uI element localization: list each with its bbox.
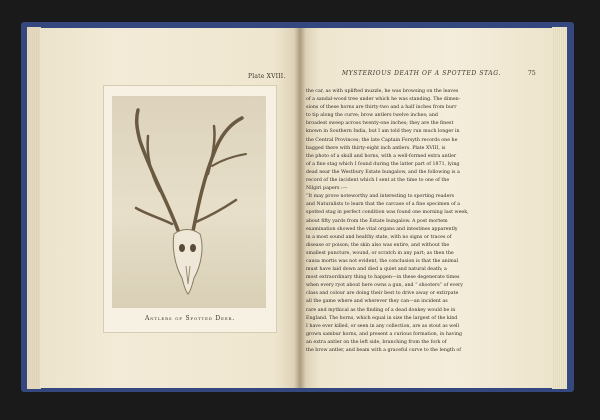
- page-number: 75: [528, 70, 536, 77]
- text-line: record of the incident which I sent at the time to one of the: [306, 178, 450, 184]
- antler-skull-image: [112, 96, 266, 308]
- text-line: and Naturalists to learn that the carcase of a fine specimen of a: [306, 202, 460, 208]
- text-line: spotted stag in perfect condition was found one morning last week,: [306, 210, 469, 216]
- text-line: must have laid down and died a quiet and natural death; a: [306, 267, 447, 273]
- text-line: disease or poison; the skin also was entire, and without the: [306, 242, 450, 248]
- text-line: known in Southern India, but I am told they run much longer in: [306, 129, 460, 135]
- text-line: an extra antler on the left side, branching from the fork of: [306, 339, 447, 345]
- text-line: I have ever killed, or seen in any collection, are as stout as well: [306, 323, 460, 329]
- text-line: “It may prove noteworthy and interesting to sporting readers: [306, 194, 455, 200]
- text-line: rare and mythical as the finding of a dead donkey would be in: [306, 307, 456, 313]
- text-line: in a most sound and healthy state, with no signs or traces of: [306, 234, 452, 240]
- text-line: to tip along the curve; brow antlers twelve inches; and: [306, 113, 438, 119]
- text-line: class and colour are doing their best to drive away or extirpate: [306, 291, 459, 297]
- text-line: the car, as with uplifted muzzle, he was browsing on the leaves: [306, 89, 459, 94]
- text-line: causa mortis was not evident, the conclusion is that the animal: [306, 258, 459, 264]
- text-line: sions of these horns are thirty-two and a half inches from burr: [306, 105, 457, 111]
- running-head: MYSTERIOUS DEATH OF A SPOTTED STAG.: [342, 70, 501, 77]
- text-line: bagged there with thirty-eight inch antlers. Plate XVIII, is: [306, 145, 446, 151]
- text-line: most extraordinary thing to happen—in these degenerate times: [306, 275, 460, 281]
- text-line: of a sandal-wood tree under which he was standing. The dimen-: [306, 97, 461, 103]
- left-page-edges: [27, 27, 41, 389]
- plate-caption: Antlers of Spotted Deer.: [145, 315, 235, 322]
- text-line: England. The horns, which equal in size the largest of the kind: [306, 315, 458, 321]
- text-line: the Central Provinces; the late Captain Forsyth records one he: [306, 137, 458, 143]
- text-line: all the game where and wherever they can—an incident as: [306, 299, 448, 305]
- antler-photograph: [112, 96, 266, 308]
- plate-label: Plate XVIII.: [248, 73, 286, 80]
- text-line: the photo of a skull and horns, with a well-formed extra antler: [306, 153, 457, 159]
- text-line: about fifty yards from the Estate bungalow. A post mortem: [306, 218, 448, 224]
- right-page-edges: [552, 27, 567, 389]
- text-line: examination showed the vital organs and intestines apparently: [306, 226, 458, 232]
- text-line: dead near the Westbury Estate bungalow, and the following is a: [306, 169, 460, 175]
- text-line: broadest sweep across twenty-one inches; they are the finest: [306, 121, 454, 127]
- body-text: [306, 88, 540, 355]
- text-line: Nilgiri papers :—: [306, 186, 348, 192]
- text-line: the brow antler, and beam with a graceful curve to the length of: [306, 348, 462, 353]
- text-line: smallest puncture, wound, or scratch in any part; as then the: [306, 250, 454, 256]
- text-line: grown sambur horns, and present a curious formation, in having: [306, 331, 463, 337]
- photo-mount: [103, 85, 277, 333]
- text-line: when every ryot about here owns a gun, and “ shooters” of every: [306, 283, 463, 289]
- book-gutter: [294, 28, 306, 388]
- text-line: of a fine stag which I found during the latter part of 1871, lying: [306, 161, 460, 167]
